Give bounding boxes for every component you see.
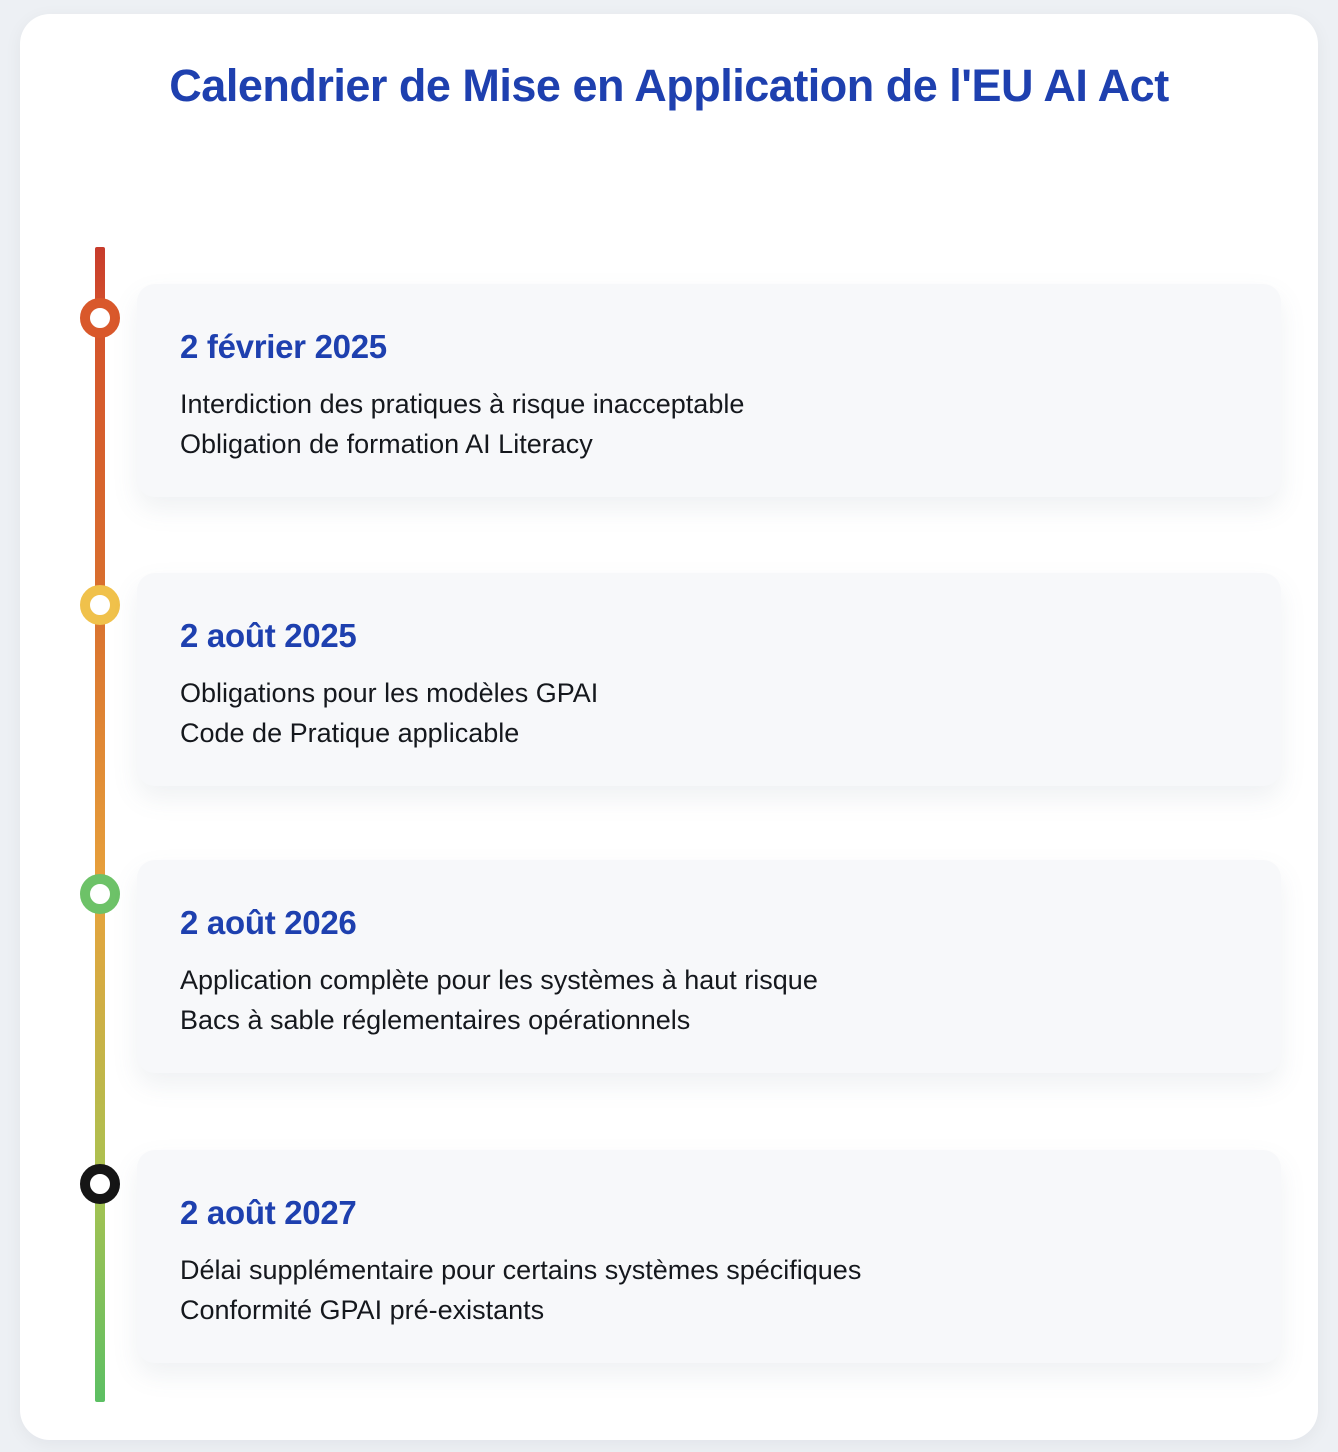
timeline-line bbox=[95, 247, 105, 1402]
milestone-marker-4 bbox=[80, 1164, 120, 1204]
milestone-line: Conformité GPAI pré-existants bbox=[180, 1295, 545, 1325]
milestone-line: Obligations pour les modèles GPAI bbox=[180, 678, 599, 708]
milestone-card bbox=[137, 1150, 1281, 1363]
milestone-date: 2 août 2025 bbox=[180, 617, 357, 654]
milestone-card bbox=[137, 860, 1281, 1073]
milestone-date: 2 août 2026 bbox=[180, 904, 357, 941]
milestone-line: Bacs à sable réglementaires opérationnels bbox=[180, 1005, 691, 1035]
page-title: Calendrier de Mise en Application de l'EU AI Act bbox=[169, 60, 1169, 111]
milestone-date: 2 août 2027 bbox=[180, 1194, 357, 1231]
milestone-card bbox=[137, 573, 1281, 786]
milestone-line: Interdiction des pratiques à risque inacceptable bbox=[180, 389, 745, 419]
milestone-marker-1 bbox=[80, 298, 120, 338]
milestone-marker-2 bbox=[80, 585, 120, 625]
milestone-line: Délai supplémentaire pour certains systèmes spécifiques bbox=[180, 1255, 862, 1285]
milestone-marker-3 bbox=[80, 874, 120, 914]
milestone-date: 2 février 2025 bbox=[180, 328, 387, 365]
milestone-line: Code de Pratique applicable bbox=[180, 718, 520, 748]
milestone-card bbox=[137, 284, 1281, 497]
milestone-line: Obligation de formation AI Literacy bbox=[180, 429, 593, 459]
milestone-line: Application complète pour les systèmes à haut risque bbox=[180, 965, 818, 995]
timeline-panel bbox=[20, 14, 1318, 1440]
